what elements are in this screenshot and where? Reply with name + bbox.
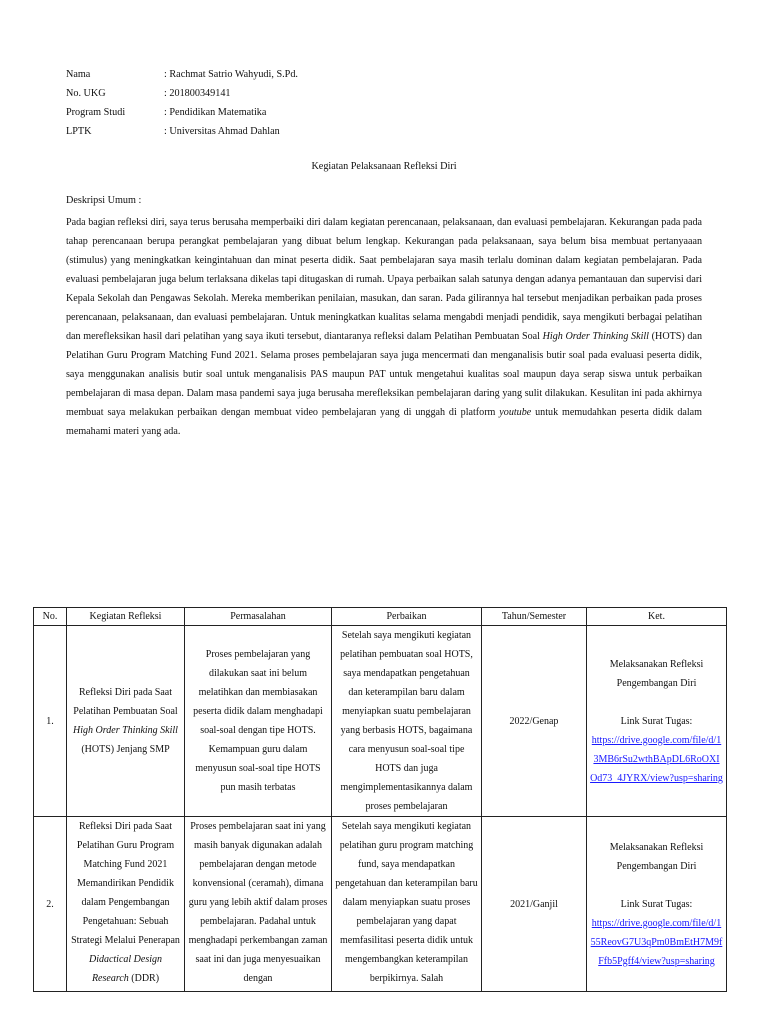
info-value: : Pendidikan Matematika — [164, 107, 267, 118]
table-row — [34, 626, 727, 817]
info-label: No. UKG — [66, 88, 106, 99]
cell-tahun: 2021/Ganjil — [482, 817, 587, 992]
info-value: : 201800349141 — [164, 88, 231, 99]
description-italic-term: High Order Thinking Skill — [542, 331, 649, 342]
kegiatan-italic: Didactical Design Research — [88, 954, 163, 984]
identity-row-lptk — [66, 122, 298, 141]
cell-perbaikan: Setelah saya mengikuti kegiatan pelatihan pembuatan soal HOTS, saya mendapatkan pengetahuan dan keterampilan baru dalam menyiapkan suatu pembelajaran yang berbasis HOTS, bagaimana cara menyusun soal-soal tipe HOTS dan juga mengimplementasikannya dalam proses pembelajaran — [332, 626, 482, 817]
description-text: untuk memudahkan peserta didik dalam memahami materi yang ada. — [66, 407, 703, 437]
description-text: Pada bagian refleksi diri, saya terus berusaha memperbaiki diri dalam kegiatan perencanaan, pelaksanaan, dan evaluasi pembelajaran. Kekurangan pada pada tahap perencanaan berupa perangkat pembelajaran yang dibuat belum lengkap. Kekurangan pada pelaksanaan, saya belum bisa membuat pertanyaaan (stimulus) yang meningkatkan keingintahuan dan minat peserta didik. Saat pembelajaran saya masih terlalu dominan dalam kegiatan pembelajaran. Pada evaluasi pembelajaran juga belum terlaksana dikelas tapi ditugaskan di rumah. Upaya perbaikan salah satunya dengan adanya pemantauan dan supervisi dari Kepala Sekolah dan Pengawas Sekolah. Mereka memberikan penilaian, masukan, dan saran. Pada gilirannya hal tersebut menjadikan perbaikan pada proses perencanaan, pelaksanaan, dan evaluasi pembelajaran. Untuk meningkatkan kualitas selama mengabdi menjadi pendidik, saya mengikuti berbagai pelatihan dan merefleksikan hasil dari pelatihan yang saya ikuti tersebut, diantaranya refleksi dalam Pelatihan Pembuatan Soal — [66, 217, 702, 342]
info-label: Program Studi — [66, 107, 126, 118]
reflection-table — [33, 607, 727, 992]
cell-no: 2. — [34, 817, 67, 992]
cell-kegiatan — [67, 626, 185, 817]
info-label: LPTK — [66, 126, 92, 137]
column-header-kegiatan: Kegiatan Refleksi — [67, 608, 185, 626]
identity-row-ukg — [66, 84, 298, 103]
column-header-perbaikan: Perbaikan — [332, 608, 482, 626]
column-header-ket: Ket. — [587, 608, 727, 626]
table-row — [34, 817, 727, 992]
ket-link-label: Link Surat Tugas: — [620, 898, 693, 910]
kegiatan-text: (DDR) — [128, 973, 160, 984]
kegiatan-italic: High Order Thinking Skill — [73, 725, 178, 736]
cell-permasalahan: Proses pembelajaran saat ini yang masih banyak digunakan adalah pembelajaran dengan metode konvensional (ceramah), dimana guru yang lebih aktif dalam proses pembelajaran. Padahal untuk menghadapi perkembangan zaman saat ini dan juga menyesuaikan dengan — [185, 817, 332, 992]
document-title: Kegiatan Pelaksanaan Refleksi Diri — [311, 161, 457, 172]
ket-link-label: Link Surat Tugas: — [620, 715, 693, 727]
identity-row-prodi — [66, 103, 298, 122]
column-header-tahun: Tahun/Semester — [482, 608, 587, 626]
cell-ket — [587, 817, 727, 992]
cell-tahun: 2022/Genap — [482, 626, 587, 817]
identity-block — [66, 65, 298, 141]
kegiatan-text: Refleksi Diri pada Saat Pelatihan Pembuatan Soal — [73, 687, 178, 717]
table-header-row — [34, 608, 727, 626]
description-text: (HOTS) dan Pelatihan Guru Program Matching Fund 2021. Selama proses pembelajaran saya juga mencermati dan menganalisis butir soal pada evaluasi peserta didik, saya menggunakan analisis butir soal untuk menganalisis PAS maupun PAT untuk mengetahui kualitas soal maupun daya serap siswa untuk perbaikan pembelajaran di masa depan. Dalam masa pandemi saya juga berusaha merefleksikan pembelajaran daring yang sulit dilakukan. Kesulitan ini pada akhirnya membuat saya melakukan perbaikan dengan membuat video pembelajaran yang di unggah di platform — [66, 331, 703, 418]
kegiatan-text: Refleksi Diri pada Saat Pelatihan Guru Program Matching Fund 2021 Memandirikan Pendidik dalam Pengembangan Pengetahuan: Sebuah Strategi Melalui Penerapan — [71, 821, 180, 946]
cell-permasalahan: Proses pembelajaran yang dilakukan saat ini belum melatihkan dan membiasakan peserta didik dalam menghadapi soal-soal dengan tipe HOTS. Kemampuan guru dalam menyusun soal-soal tipe HOTS pun masih terbatas — [185, 626, 332, 817]
description-heading: Deskripsi Umum : — [66, 195, 142, 206]
cell-perbaikan: Setelah saya mengikuti kegiatan pelatihan guru program matching fund, saya mendapatkan pengetahuan dan keterampilan baru dalam menyiapkan suatu proses pembelajaran yang dapat memfasilitasi peserta didik untuk mengembangkan keterampilan berpikirnya. Salah — [332, 817, 482, 992]
cell-kegiatan — [67, 817, 185, 992]
cell-no: 1. — [34, 626, 67, 817]
ket-text: Melaksanakan Refleksi Pengembangan Diri — [609, 658, 704, 689]
surat-tugas-link[interactable]: https://drive.google.com/file/d/13MB6rSu2wthBApDL6RoOXIOd73_4JYRX/view?usp=sharing — [590, 734, 723, 784]
info-value: : Universitas Ahmad Dahlan — [164, 126, 280, 137]
ket-text: Melaksanakan Refleksi Pengembangan Diri — [609, 841, 704, 872]
column-header-permasalahan: Permasalahan — [185, 608, 332, 626]
info-value: : Rachmat Satrio Wahyudi, S.Pd. — [164, 69, 298, 80]
cell-ket — [587, 626, 727, 817]
surat-tugas-link[interactable]: https://drive.google.com/file/d/155ReovG7U3qPm0BmEtH7M9fFfb5Pgff4/view?usp=sharing — [590, 917, 723, 967]
kegiatan-text: (HOTS) Jenjang SMP — [81, 744, 170, 755]
info-label: Nama — [66, 69, 91, 80]
description-italic-term: youtube — [499, 407, 532, 418]
description-paragraph — [66, 213, 702, 441]
identity-row-nama — [66, 65, 298, 84]
column-header-no: No. — [34, 608, 67, 626]
